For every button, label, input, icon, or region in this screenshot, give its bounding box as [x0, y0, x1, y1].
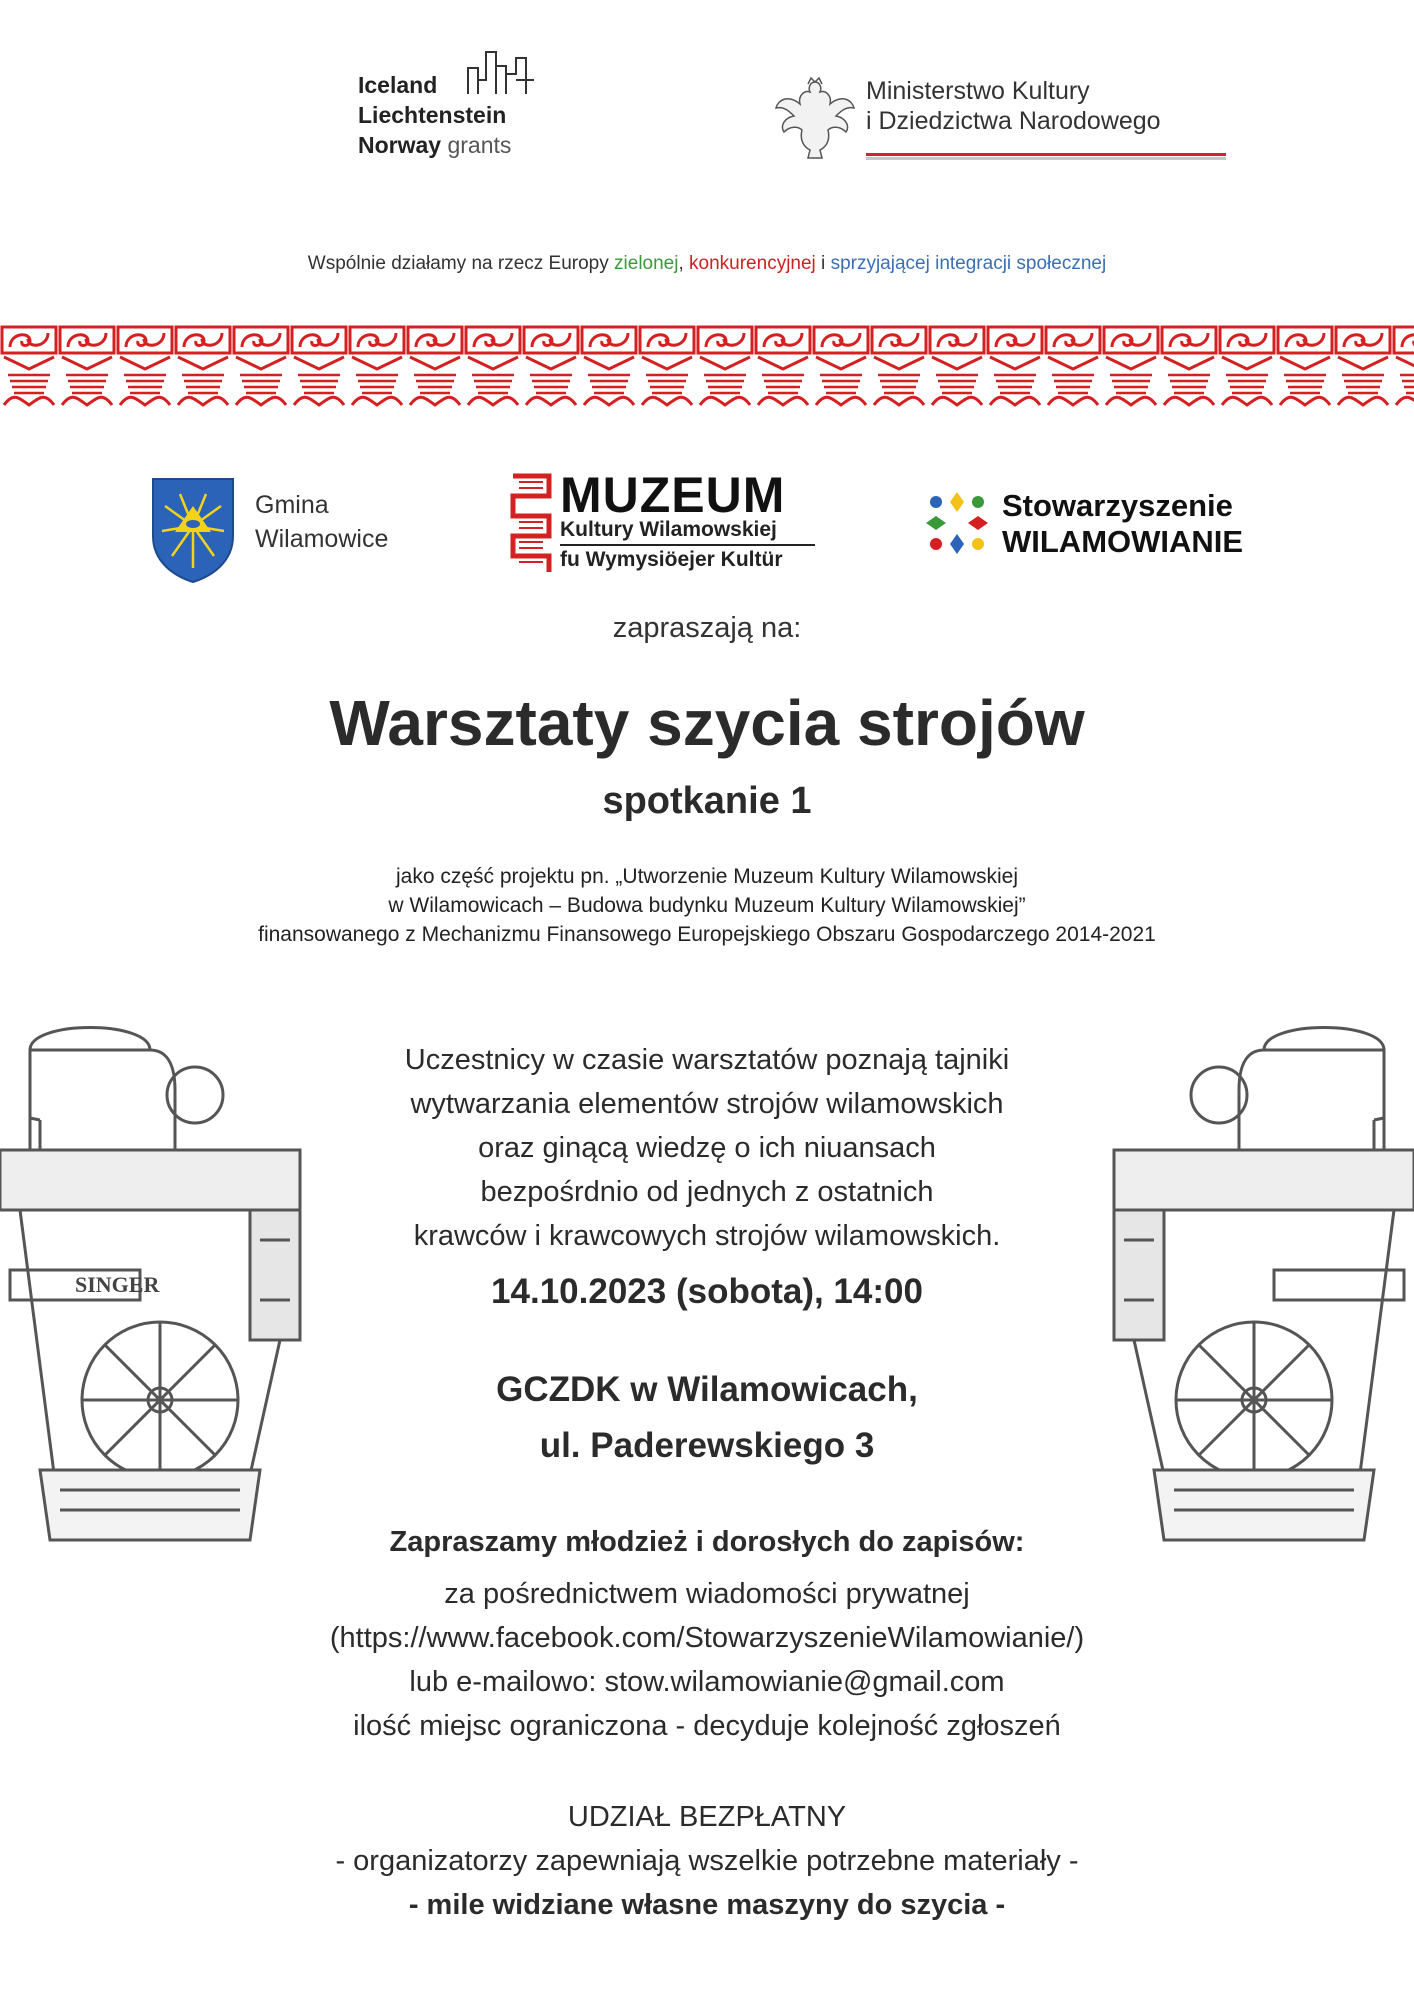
invite-text: zapraszają na:: [612, 612, 802, 644]
signup-line: za pośrednictwem wiadomości prywatnej: [444, 1578, 970, 1610]
gmina-crest-icon: [150, 476, 236, 584]
description-line: oraz ginącą wiedzę o ich niuansach: [478, 1132, 936, 1164]
ministry-gray-bar: [866, 157, 1226, 160]
gmina-line1: Gmina: [255, 491, 329, 519]
project-line: finansowanego z Mechanizmu Finansowego Europejskiego Obszaru Gospodarczego 2014-2021: [258, 923, 1156, 946]
eea-line1: Iceland: [358, 72, 438, 98]
signup-info: [0, 1572, 1414, 1748]
ministry-name: [866, 76, 1161, 136]
page-subtitle: spotkanie 1: [602, 780, 812, 822]
description-line: bezpośrdnio od jednych z ostatnich: [480, 1176, 934, 1208]
museum-subtitle-1: Kultury Wilamowskiej: [560, 518, 777, 541]
association-logo-icon: [922, 488, 992, 558]
signup-heading: Zapraszamy młodzież i dorosłych do zapisów:: [389, 1526, 1025, 1558]
eea-line2: Liechtenstein: [358, 102, 507, 128]
project-line: jako część projektu pn. „Utworzenie Muzeum Kultury Wilamowskiej: [395, 865, 1019, 888]
gmina-name: [255, 488, 388, 556]
association-line1: Stowarzyszenie: [1002, 488, 1233, 523]
free-heading: UDZIAŁ BEZPŁATNY: [567, 1801, 847, 1833]
project-line: w Wilamowicach – Budowa budynku Muzeum Kultury Wilamowskiej”: [388, 894, 1026, 917]
sewing-machine-right-icon: [1100, 1000, 1414, 1560]
ministry-line2: i Dziedzictwa Narodowego: [866, 107, 1161, 135]
museum-subtitle-2: fu Wymysiöejer Kultür: [560, 548, 783, 571]
eea-line3: Norway grants: [358, 132, 512, 158]
association-line2: WILAMOWIANIE: [1002, 524, 1244, 559]
event-place: GCZDK w Wilamowicach,: [496, 1370, 918, 1409]
signup-email-line[interactable]: lub e-mailowo: stow.wilamowianie@gmail.com: [409, 1666, 1005, 1698]
sewing-machine-left-icon: [0, 1000, 314, 1560]
page-title: Warsztaty szycia strojów: [329, 687, 1085, 759]
event-address: ul. Paderewskiego 3: [539, 1426, 875, 1465]
event-description: [340, 1038, 1074, 1258]
free-line: - organizatorzy zapewniają wszelkie potrzebne materiały -: [335, 1845, 1079, 1877]
free-bold-line: - mile widziane własne maszyny do szycia -: [408, 1889, 1006, 1921]
machine-brand-label: SINGER: [75, 1272, 160, 1297]
gmina-line2: Wilamowice: [255, 525, 389, 553]
tagline: Wspólnie działamy na rzecz Europy zielonej, konkurencyjnej i sprzyjającej integracji społecznej: [307, 253, 1107, 274]
signup-facebook-link[interactable]: (https://www.facebook.com/StowarzyszenieWilamowianie/): [329, 1622, 1085, 1654]
event-date: 14.10.2023 (sobota), 14:00: [491, 1272, 923, 1311]
folk-ornament-border: [0, 325, 1414, 409]
museum-divider: [560, 544, 815, 546]
project-info: [0, 862, 1414, 949]
signup-line: ilość miejsc ograniczona - decyduje kolejność zgłoszeń: [353, 1710, 1061, 1742]
ministry-red-bar: [866, 153, 1226, 156]
polish-eagle-icon: [770, 74, 860, 164]
museum-logo-icon: [507, 472, 555, 576]
description-line: wytwarzania elementów strojów wilamowskich: [410, 1088, 1004, 1120]
eea-grants-logo-icon: [466, 46, 538, 98]
museum-title: MUZEUM: [560, 467, 786, 523]
free-admission: [0, 1795, 1414, 1927]
description-line: Uczestnicy w czasie warsztatów poznają tajniki: [404, 1044, 1010, 1076]
description-line: krawców i krawcowych strojów wilamowskich.: [413, 1220, 1001, 1252]
ministry-line1: Ministerstwo Kultury: [866, 77, 1090, 105]
